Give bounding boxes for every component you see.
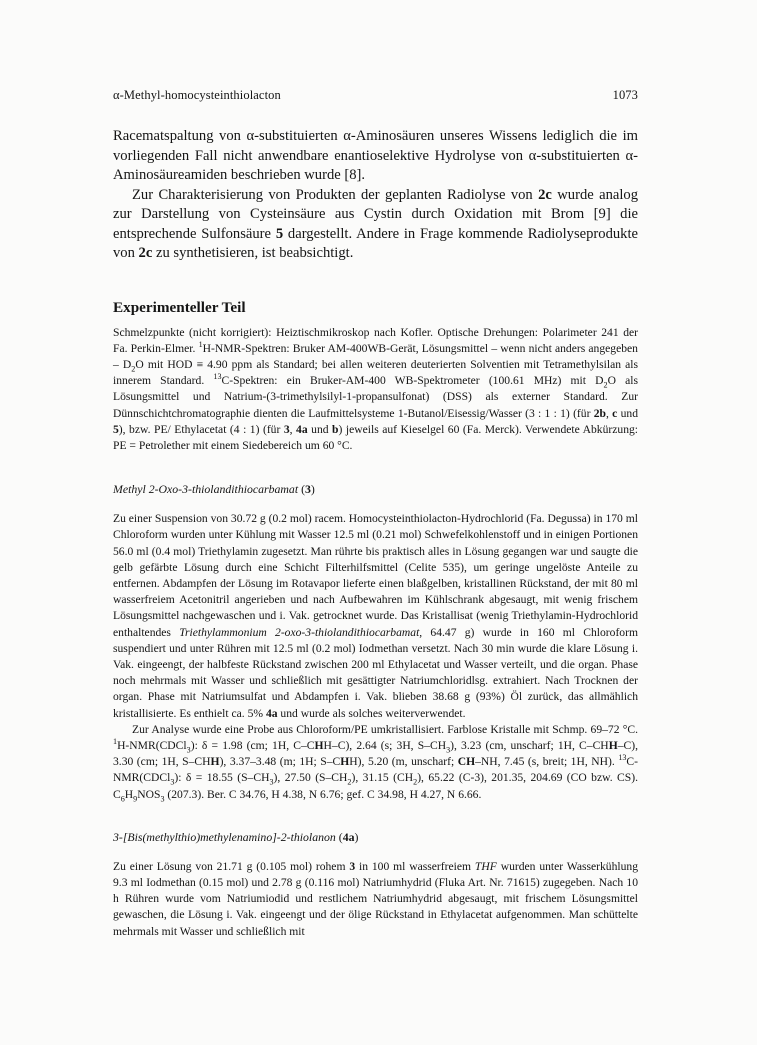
text-run: ) jeweils auf Kieselgel 60 (Fa. Merck). Verwendete Abkürzung: PE = Petrolether mit einem Siedebereich um 60 °C. [113, 422, 639, 452]
text-run: und wurde als solches weiterverwendet. [277, 706, 466, 720]
compound-ref: b [332, 422, 339, 436]
text-run: H), 5.20 (m, unscharf; [349, 755, 458, 769]
text-run: ): δ = 18.55 (S–CH [174, 771, 270, 785]
compound-4a-paragraph-1 [113, 859, 638, 940]
text-run: , [605, 406, 613, 420]
text-run: , [289, 422, 297, 436]
text-run: und [307, 422, 333, 436]
text-run: –C), 3.30 (cm; 1H, S–CH [113, 738, 639, 769]
subscript: 2 [603, 380, 608, 390]
text-run: O als Lösungsmittel und Natrium-(3-trimethylsilyl-1-propansulfonat) (DSS) als externer Standard. Zur Dünnschichtchromatographie dienten die Laufmittelsysteme 1-Butanol/Eisessig/Wasser (3 : 1 : 1) (für [113, 374, 638, 420]
subscript: 3 [446, 745, 451, 755]
compound-ref: 2b [593, 406, 606, 420]
compound-ref: 3 [283, 422, 290, 436]
superscript: 13 [618, 753, 627, 763]
compound-number: 4a [342, 829, 355, 844]
superscript: 1 [113, 737, 118, 747]
text-run: ), 65.22 (C-3), 201.35, 204.69 (CO bzw. CS). C [113, 771, 638, 801]
compound-ref: 2c [538, 186, 552, 203]
bold-atom: H [210, 755, 220, 769]
text-run: H-NMR(CDCl [117, 738, 187, 752]
compound-ref: 5 [113, 422, 119, 436]
intro-text [113, 127, 638, 264]
subscript: 3 [170, 777, 175, 787]
text-run: und [617, 406, 638, 420]
text-run: NOS [137, 787, 161, 801]
compound-4a-body [113, 859, 638, 940]
text-run: ), 3.37–3.48 (m; 1H; S–C [219, 755, 341, 769]
subscript: 6 [120, 793, 125, 803]
compound-4a-heading [113, 830, 638, 845]
subscript: 2 [413, 777, 418, 787]
compound-ref: 2c [138, 245, 153, 261]
text-run: H-NMR-Spektren: Bruker AM-400WB-Gerät, Lösungsmittel – wenn nicht anders angegeben – D [113, 341, 638, 371]
superscript: 1 [198, 339, 203, 349]
subscript: 3 [186, 745, 191, 755]
text-run: ), 3.23 (cm, unscharf; 1H, C–CH [450, 738, 609, 752]
compound-3-paragraph-2 [113, 722, 638, 803]
text-run: ) [310, 482, 315, 497]
compound-ref: 5 [275, 225, 284, 242]
text-run: Zur Charakterisierung von Produkten der geplanten Radiolyse von [132, 186, 539, 203]
bold-atom: H [608, 738, 618, 752]
compound-3-heading [113, 482, 638, 497]
compound-ref: 4a [296, 422, 308, 436]
compound-3-paragraph-1 [113, 511, 638, 722]
general-methods [113, 325, 638, 455]
section-heading: Experimenteller Teil [113, 298, 246, 316]
text-run: wurden unter Wasserkühlung 9.3 ml Iodmethan (0.15 mol) und 2.78 g (0.116 mol) Natriumhydrid (Fluka Art. Nr. 71615) zugegeben. Nach 10 h Rühren wurde vom Natriumiodid und restlichem Natriumhydrid abgesaugt, mit frischem Lösungsmittel gewaschen, die Lösung i. Vak. eingeengt und der ölige Rückstand in Ethylacetat aufgenommen. Man schüttelte mehrmals mit Wasser und schließlich mit [113, 859, 638, 938]
italic-abbrev: THF [474, 859, 497, 873]
text-run: ), 27.50 (S–CH [273, 771, 348, 785]
subscript: 3 [269, 777, 274, 787]
intro-paragraph-1 [113, 127, 638, 186]
text-run: ), bzw. PE/ Ethylacetat (4 : 1) (für [118, 422, 284, 436]
compound-3-body [113, 511, 638, 803]
text-run: H–C), 2.64 (s; 3H, S–CH [323, 738, 447, 752]
text-run: ( [298, 482, 306, 497]
text-run: C-NMR(CDCl [113, 755, 639, 785]
page-content [113, 88, 638, 940]
subscript: 2 [347, 777, 352, 787]
running-title: α-Methyl-homocysteinthiolacton [113, 88, 281, 102]
compound-title: Methyl 2-Oxo-3-thiolandithiocarbamat [113, 482, 299, 497]
compound-number: 3 [305, 482, 311, 497]
subscript: 9 [133, 793, 138, 803]
general-methods-paragraph [113, 325, 638, 455]
text-run: Schmelzpunkte (nicht korrigiert): Heiztischmikroskop nach Kofler. Optische Drehungen: Polarimeter 241 der Fa. Perkin-Elmer. [113, 325, 638, 355]
text-run: ( [335, 829, 343, 844]
subscript: 2 [131, 364, 136, 374]
text-run: , 64.47 g) wurde in 160 ml Chloroform suspendiert und unter Rühren mit 12.5 ml (0.2 mol) Iodmethan versetzt. Nach 30 min wurde die klare Lösung i. Vak. eingeengt, der halbfeste Rückstand zwischen 200 ml Ethylacetat und Wasser verteilt, und die organ. Phase noch mehrmals mit Wasser und schließlich mit gesättigter Natriumchloridlsg. extrahiert. Nach Trocknen der organ. Phase mit Natriumsulfat und Abdampfen i. Vak. blieben 38.68 g (93%) Öl zurück, das allmählich kristallisierte. Es enthielt ca. 5% [113, 625, 638, 720]
text-run: O mit HOD ≡ 4.90 ppm als Standard; bei allen weiteren deuterierten Solventien mit Tetramethylsilan als innerem Standard. [113, 357, 638, 388]
text-run: wurde analog zur Darstellung von Cysteinsäure aus Cystin durch Oxidation mit Brom [9] die entsprechende Sulfonsäure [113, 186, 638, 242]
text-run: ): δ = 1.98 (cm; 1H, C–C [190, 738, 315, 752]
text-run: ) [354, 829, 359, 844]
intro-p1-text: Racematspaltung von α-substituierten α-Aminosäuren unseres Wissens lediglich die im vorliegenden Fall nicht anwendbare enantioselektive Hydrolyse von α-substituierten α-Aminosäureamiden beschrieben wurde [8]. [113, 128, 638, 183]
bold-atom: H [314, 738, 324, 752]
text-run: C-Spektren: ein Bruker-AM-400 WB-Spektrometer (100.61 MHz) mit D [221, 374, 604, 388]
text-run: H [124, 787, 134, 801]
italic-name: Triethylammonium 2-oxo-3-thiolandithiocarbamat [179, 625, 420, 639]
text-run: Zu einer Suspension von 30.72 g (0.2 mol) racem. Homocysteinthiolacton-Hydrochlorid (Fa. Degussa) in 170 ml Chloroform wurden unter Kühlung mit Wasser 12.5 ml (0.21 mol) Schwefelkohlenstoff und in einigen Portionen 56.0 ml (0.4 mol) Triethylamin zugesetzt. Man rührte bis praktisch alles in Lösung gegangen war und saugte die gelb gefärbte Lösung durch eine Schicht Filterhilfsmittel (Celite 535), um geringe ungelöste Anteile zu entfernen. Abdampfen der Lösung im Rotavapor lieferte einen blaßgelben, kristallinen Rückstand, der mit 80 ml wasserfreiem Acetonitril angerieben und nach Aufbewahren im Kühlschrank abgesaugt, mit wenig frischem Lösungsmittel nachgewaschen und i. Vak. getrocknet wurde. Das Kristallisat (wenig Triethylamin-Hydrochlorid enthaltendes [113, 512, 638, 639]
text-run: ), 31.15 (CH [351, 771, 414, 785]
text-run: in 100 ml wasserfreiem [355, 859, 475, 873]
compound-ref: 3 [349, 859, 356, 873]
text-run: dargestellt. Andere in Frage kommende Radiolyseprodukte von [113, 225, 638, 261]
intro-paragraph-2 [113, 186, 638, 264]
text-run: zu synthetisieren, ist beabsichtigt. [152, 245, 354, 261]
compound-ref: c [612, 406, 618, 420]
text-run: –NH, 7.45 (s, breit; 1H, NH). [475, 755, 619, 769]
running-head [113, 88, 638, 106]
compound-title: 3-[Bis(methylthio)methylenamino]-2-thiolanon [113, 829, 336, 844]
text-run: Zur Analyse wurde eine Probe aus Chloroform/PE umkristallisiert. Farblose Kristalle mit Schmp. 69–72 °C. [132, 722, 638, 736]
superscript: 13 [213, 372, 222, 382]
text-run: Zu einer Lösung von 21.71 g (0.105 mol) rohem [113, 859, 350, 873]
subscript: 3 [160, 793, 165, 803]
page-number: 1073 [612, 88, 638, 102]
compound-ref: 4a [265, 706, 278, 720]
bold-atom: H [340, 755, 350, 769]
text-run: (207.3). Ber. C 34.76, H 4.38, N 6.76; gef. C 34.98, H 4.27, N 6.66. [164, 787, 482, 801]
bold-atom: CH [457, 755, 476, 769]
